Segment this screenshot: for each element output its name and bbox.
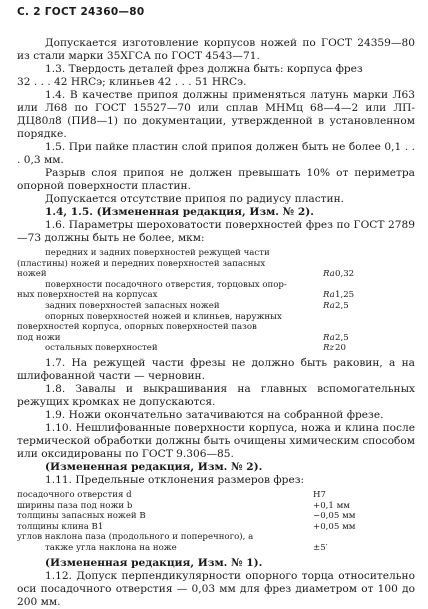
paragraph-cavities: 1.7. На режущей части фрезы не должно быть раковин, а на шлифованной части — черновин. <box>17 356 415 382</box>
paragraph-surfaces: 1.10. Нешлифованные поверхности корпуса, ножа и клина после термической обработки должны быть очищены химическим способом или оксидированы по ГОСТ 9.306—85. <box>17 421 415 460</box>
paragraph-solder: 1.4. В качестве припоя должны применяться латунь марки Л63 или Л68 по ГОСТ 15527—70 или сплав МНМц 68—4—2 или ЛП-ДЦ80л8 (ПИ8—1) по документации, утвержденной в установленном порядке. <box>17 89 415 140</box>
table-row: толщины клина B1 +0,05 мм <box>17 521 356 532</box>
table-row: углов наклона паза (продольного и поперечного), а <box>17 532 254 543</box>
document-page <box>17 6 415 609</box>
paragraph-edges: 1.8. Завалы и выкрашивания на главных вспомогательных режущих кромках не допускаются. <box>17 382 415 408</box>
page-header: С. 2 ГОСТ 24360—80 <box>17 6 145 18</box>
table-row: опорных поверхностей ножей и клиньев, наружных <box>45 311 282 322</box>
amendment-note-1: (Измененная редакция, Изм. № 1). <box>45 556 263 569</box>
table-row: ножей Ra 0,32 <box>17 269 355 280</box>
table-row: (пластины) ножей и передних поверхностей запасных <box>17 258 266 269</box>
table-row: также угла наклона на ноже ±5′ <box>45 542 328 553</box>
table-row: посадочного отверстия d H7 <box>17 489 326 500</box>
paragraph-tolerances: 1.11. Предельные отклонения размеров фрез: <box>45 473 305 486</box>
tolerance-table <box>17 490 415 554</box>
paragraph-solder-gap: Разрыв слоя припоя не должен превышать 10% от периметра опорной поверхности пластин. <box>17 167 415 192</box>
amendment-note-2b: (Измененная редакция, Изм. № 2). <box>45 460 263 473</box>
table-row: поверхности посадочного отверстия, торцовых опор- <box>45 279 287 290</box>
paragraph-solder-layer: 1.5. При пайке пластин слой припоя должен быть не более 0,1 . . . 0,3 мм. <box>17 141 415 166</box>
paragraph-hardness-values: 32 . . . 42 HRCэ; клиньев 42 . . . 51 HRCэ. <box>17 76 247 88</box>
paragraph-perpendicularity: 1.12. Допуск перпендикулярности опорного торца относительно оси посадочного отверстия — 0,03 мм для фрез диаметром от 100 до 200 мм. <box>17 569 415 608</box>
table-row: передних и задних поверхностей режущей части <box>45 248 270 258</box>
table-row: поверхностей корпуса, опорных поверхностей пазов <box>17 322 257 333</box>
table-row: ширины паза под ножи b +0,1 мм <box>17 500 350 511</box>
paragraph-sharpening: 1.9. Ножи окончательно затачиваются на собранной фрезе. <box>45 408 384 421</box>
paragraph-roughness: 1.6. Параметры шероховатости поверхностей фрез по ГОСТ 2789—73 должны быть не более, мкм: <box>17 219 415 244</box>
paragraph-steel: Допускается изготовление корпусов ножей по ГОСТ 24359—80 из стали марки 35ХГСА по ГОСТ 4543—71. <box>17 37 415 62</box>
table-row: под ножи Ra 2,5 <box>17 332 349 343</box>
table-row: остальных поверхностей Rz 20 <box>45 343 346 354</box>
paragraph-hardness: 1.3. Твердость деталей фрез должна быть: корпуса фрез <box>45 63 363 75</box>
table-row: толщины запасных ножей B −0,05 мм <box>17 511 356 522</box>
table-row: задних поверхностей запасных ножей Ra 2,5 <box>45 300 349 311</box>
paragraph-solder-absence: Допускается отсутствие припоя по радиусу пластин. <box>45 193 345 205</box>
table-row: ных поверхностей на корпусах Ra 1,25 <box>17 290 355 301</box>
roughness-table <box>17 248 415 354</box>
amendment-note-2: 1.4, 1.5. (Измененная редакция, Изм. № 2). <box>45 206 314 218</box>
